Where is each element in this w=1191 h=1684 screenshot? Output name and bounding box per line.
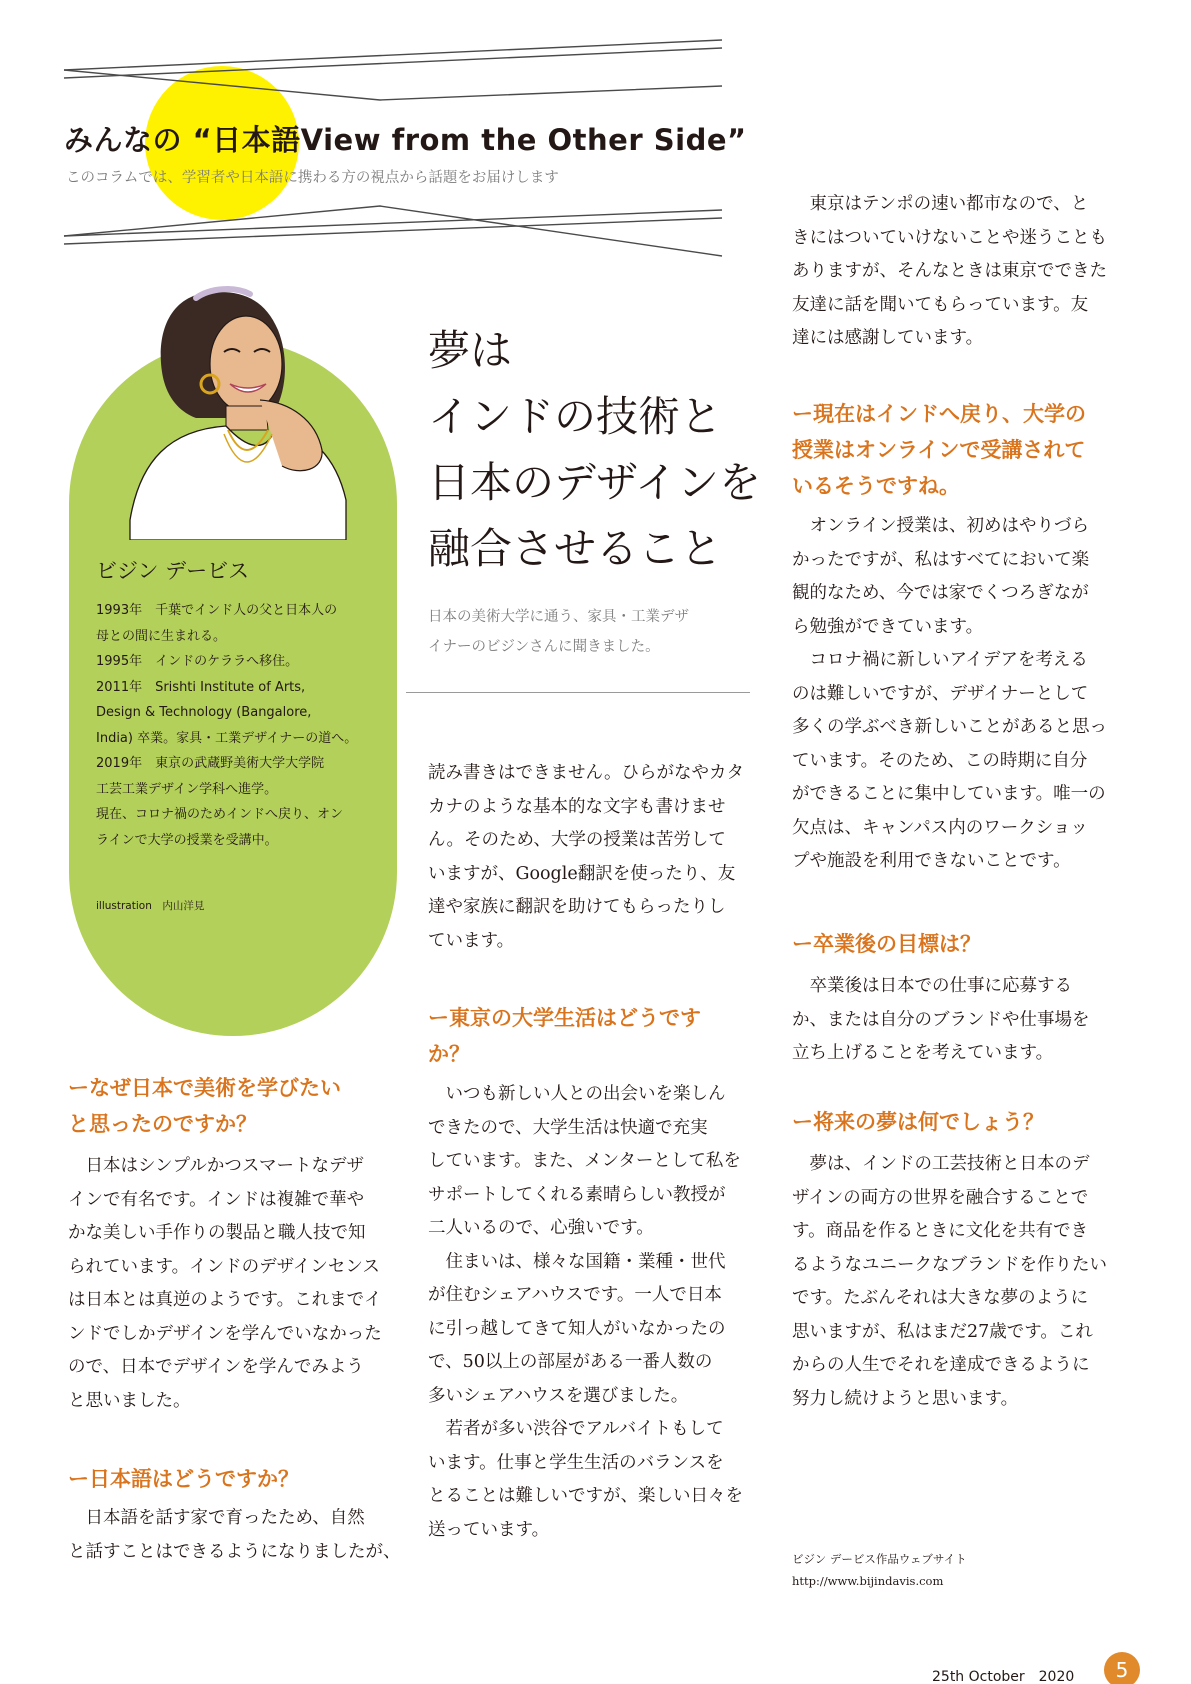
text-line: 達には感謝しています。 bbox=[792, 328, 984, 348]
answer-paragraph bbox=[792, 510, 1107, 879]
profile-bio-line: 1993年 千葉でインド人の父と日本人の bbox=[96, 603, 338, 618]
website-label: ビジン デービス作品ウェブサイト bbox=[792, 1552, 967, 1566]
question-line: ー卒業後の目標は？ bbox=[792, 932, 981, 956]
text-line: からの人生でそれを達成できるように bbox=[792, 1355, 1090, 1375]
text-line: 夢は、インドの工芸技術と日本のデ bbox=[792, 1154, 1090, 1174]
text-line: サポートしてくれる素晴らしい教授が bbox=[428, 1184, 726, 1205]
text-line: か、または自分のブランドや仕事場を bbox=[792, 1009, 1090, 1030]
question-heading bbox=[792, 926, 981, 962]
text-line: です。たぶんそれは大きな夢のように bbox=[792, 1288, 1089, 1308]
text-line: 多くの学ぶべき新しいことがあると思っ bbox=[792, 717, 1107, 737]
text-line: られています。インドのデザインセンス bbox=[68, 1256, 380, 1277]
answer-paragraph bbox=[792, 188, 1107, 356]
text-line: のは難しいですが、デザイナーとして bbox=[792, 683, 1089, 704]
text-line: インで有名です。インドは複雑で華や bbox=[68, 1189, 365, 1210]
illustration-credit: illustration 内山洋見 bbox=[96, 900, 205, 912]
profile-bio-line: India) 卒業。家具・工業デザイナーの道へ。 bbox=[96, 730, 358, 746]
text-line: 卒業後は日本での仕事に応募する bbox=[792, 976, 1072, 996]
text-line: 日本語を話す家で育ったため、自然 bbox=[68, 1508, 365, 1528]
profile-bio-line: 2019年 東京の武蔵野美術大学大学院 bbox=[96, 756, 325, 771]
text-line: います。仕事と学生生活のバランスを bbox=[428, 1452, 724, 1473]
question-heading bbox=[792, 1104, 1044, 1140]
profile-bio-line: Design & Technology (Bangalore, bbox=[96, 705, 312, 720]
text-line: ています。そのため、この時期に自分 bbox=[792, 750, 1088, 771]
text-line: は日本とは真逆のようです。これまでイ bbox=[68, 1290, 382, 1310]
profile-bio-line: 2011年 Srishti Institute of Arts, bbox=[96, 679, 306, 695]
text-line: かったですが、私はすべてにおいて楽 bbox=[792, 549, 1090, 570]
text-line: とることは難しいですが、楽しい日々を bbox=[428, 1486, 743, 1506]
text-line: 住まいは、様々な国籍・業種・世代 bbox=[428, 1251, 726, 1272]
lead-line: イナーのビジンさんに聞きました。 bbox=[428, 639, 660, 655]
text-line: 観的なため、今では家でくつろぎなが bbox=[792, 583, 1089, 603]
text-line: ンドでしかデザインを学んでいなかった bbox=[68, 1323, 382, 1344]
profile-name: ビジン デービス bbox=[96, 559, 250, 583]
article-headline bbox=[428, 318, 761, 582]
answer-paragraph bbox=[428, 757, 744, 958]
text-line: コロナ禍に新しいアイデアを考える bbox=[792, 650, 1088, 670]
text-line: ら勉強ができています。 bbox=[792, 616, 984, 637]
question-heading bbox=[68, 1070, 341, 1142]
question-line: ー将来の夢は何でしょう？ bbox=[792, 1110, 1044, 1134]
text-line: プや施設を利用できないことです。 bbox=[792, 851, 1071, 871]
question-line: いるそうですね。 bbox=[792, 474, 960, 498]
answer-paragraph bbox=[68, 1502, 401, 1569]
text-line: 若者が多い渋谷でアルバイトもして bbox=[428, 1419, 724, 1439]
text-line: ができることに集中しています。唯一の bbox=[792, 784, 1106, 804]
website-url[interactable]: http://www.bijindavis.com bbox=[792, 1574, 944, 1588]
question-line: ー日本語はどうですか？ bbox=[68, 1467, 299, 1491]
headline-line: 融合させること bbox=[428, 524, 723, 573]
text-line: と思いました。 bbox=[68, 1390, 191, 1411]
text-line: ありますが、そんなときは東京でできた bbox=[792, 261, 1107, 281]
text-line: と話すことはできるようになりましたが、 bbox=[68, 1541, 401, 1562]
text-line: 送っています。 bbox=[428, 1519, 550, 1540]
question-line: か？ bbox=[428, 1042, 470, 1066]
text-line: 思いますが、私はまだ27歳です。これ bbox=[792, 1321, 1093, 1342]
text-line: ています。 bbox=[428, 930, 515, 951]
text-line: 友達に話を聞いてもらっています。友 bbox=[792, 294, 1089, 315]
headline-line: 日本のデザインを bbox=[428, 458, 762, 507]
text-line: しています。また、メンターとして私を bbox=[428, 1151, 741, 1171]
profile-bio bbox=[96, 598, 368, 853]
question-heading bbox=[792, 396, 1086, 504]
text-line: 二人いるので、心強いです。 bbox=[428, 1218, 654, 1238]
text-line: 読み書きはできません。ひらがなやカタ bbox=[428, 763, 745, 783]
text-line: できたので、大学生活は快適で充実 bbox=[428, 1117, 708, 1138]
answer-paragraph bbox=[792, 970, 1090, 1071]
lead-line: 日本の美術大学に通う、家具・工業デザ bbox=[428, 609, 689, 625]
text-line: かな美しい手作りの製品と職人技で知 bbox=[68, 1223, 366, 1243]
question-line: 授業はオンラインで受講されて bbox=[792, 438, 1086, 462]
question-heading bbox=[428, 1000, 701, 1072]
text-line: で、50以上の部屋がある一番人数の bbox=[428, 1352, 713, 1372]
text-line: カナのような基本的な文字も書けませ bbox=[428, 796, 726, 817]
text-line: きにはついていけないことや迷うことも bbox=[792, 227, 1107, 248]
text-line: ザインの両方の世界を融合することで bbox=[792, 1187, 1089, 1208]
text-line: 多いシェアハウスを選びました。 bbox=[428, 1385, 689, 1406]
text-line: いますが、Google翻訳を使ったり、友 bbox=[428, 863, 736, 884]
text-line: オンライン授業は、初めはやりづら bbox=[792, 516, 1089, 536]
text-line: が住むシェアハウスです。一人で日本 bbox=[428, 1285, 722, 1305]
text-line: す。商品を作るときに文化を共有でき bbox=[792, 1221, 1089, 1241]
text-line: に引っ越してきて知人がいなかったの bbox=[428, 1318, 726, 1339]
question-line: ー現在はインドへ戻り、大学の bbox=[792, 402, 1086, 426]
text-line: ん。そのため、大学の授業は苦労して bbox=[428, 830, 726, 850]
question-line: ー東京の大学生活はどうです bbox=[428, 1006, 701, 1030]
text-line: るようなユニークなブランドを作りたい bbox=[792, 1254, 1107, 1275]
article-lead bbox=[428, 602, 689, 662]
divider bbox=[406, 692, 750, 693]
question-line: ーなぜ日本で美術を学びたい bbox=[68, 1076, 341, 1100]
headline-line: 夢は bbox=[428, 326, 513, 375]
text-line: 日本はシンプルかつスマートなデザ bbox=[68, 1156, 365, 1176]
text-line: ので、日本でデザインを学んでみよう bbox=[68, 1357, 364, 1377]
profile-bio-line: ラインで大学の授業を受講中。 bbox=[96, 832, 278, 848]
headline-line: インドの技術と bbox=[428, 392, 723, 441]
text-line: 立ち上げることを考えています。 bbox=[792, 1043, 1054, 1063]
issue-date: 25th October 2020 bbox=[932, 1669, 1075, 1684]
text-line: 達や家族に翻訳を助けてもらったりし bbox=[428, 897, 726, 917]
column-title: みんなの “日本語View from the Other Side” bbox=[64, 123, 747, 157]
answer-paragraph bbox=[428, 1078, 743, 1547]
profile-bio-line: 1995年 インドのケララへ移住。 bbox=[96, 654, 299, 669]
text-line: 東京はテンポの速い都市なので、と bbox=[792, 194, 1089, 214]
profile-bio-line: 現在、コロナ禍のためインドへ戻り、オン bbox=[96, 807, 344, 822]
text-line: 努力し続けようと思います。 bbox=[792, 1388, 1019, 1409]
portrait-illustration bbox=[100, 280, 350, 540]
question-heading bbox=[68, 1461, 299, 1497]
question-line: と思ったのですか？ bbox=[68, 1112, 257, 1136]
answer-paragraph bbox=[792, 1148, 1107, 1416]
profile-bio-line: 母との間に生まれる。 bbox=[96, 628, 227, 644]
answer-paragraph bbox=[68, 1150, 382, 1418]
profile-bio-line: 工芸工業デザイン学科へ進学。 bbox=[96, 781, 278, 797]
text-line: いつも新しい人との出会いを楽しん bbox=[428, 1084, 726, 1104]
text-line: 欠点は、キャンパス内のワークショッ bbox=[792, 817, 1088, 838]
website-info bbox=[792, 1548, 967, 1592]
column-subtitle: このコラムでは、学習者や日本語に携わる方の視点から話題をお届けします bbox=[66, 170, 559, 186]
page-number: 5 bbox=[1104, 1652, 1140, 1684]
